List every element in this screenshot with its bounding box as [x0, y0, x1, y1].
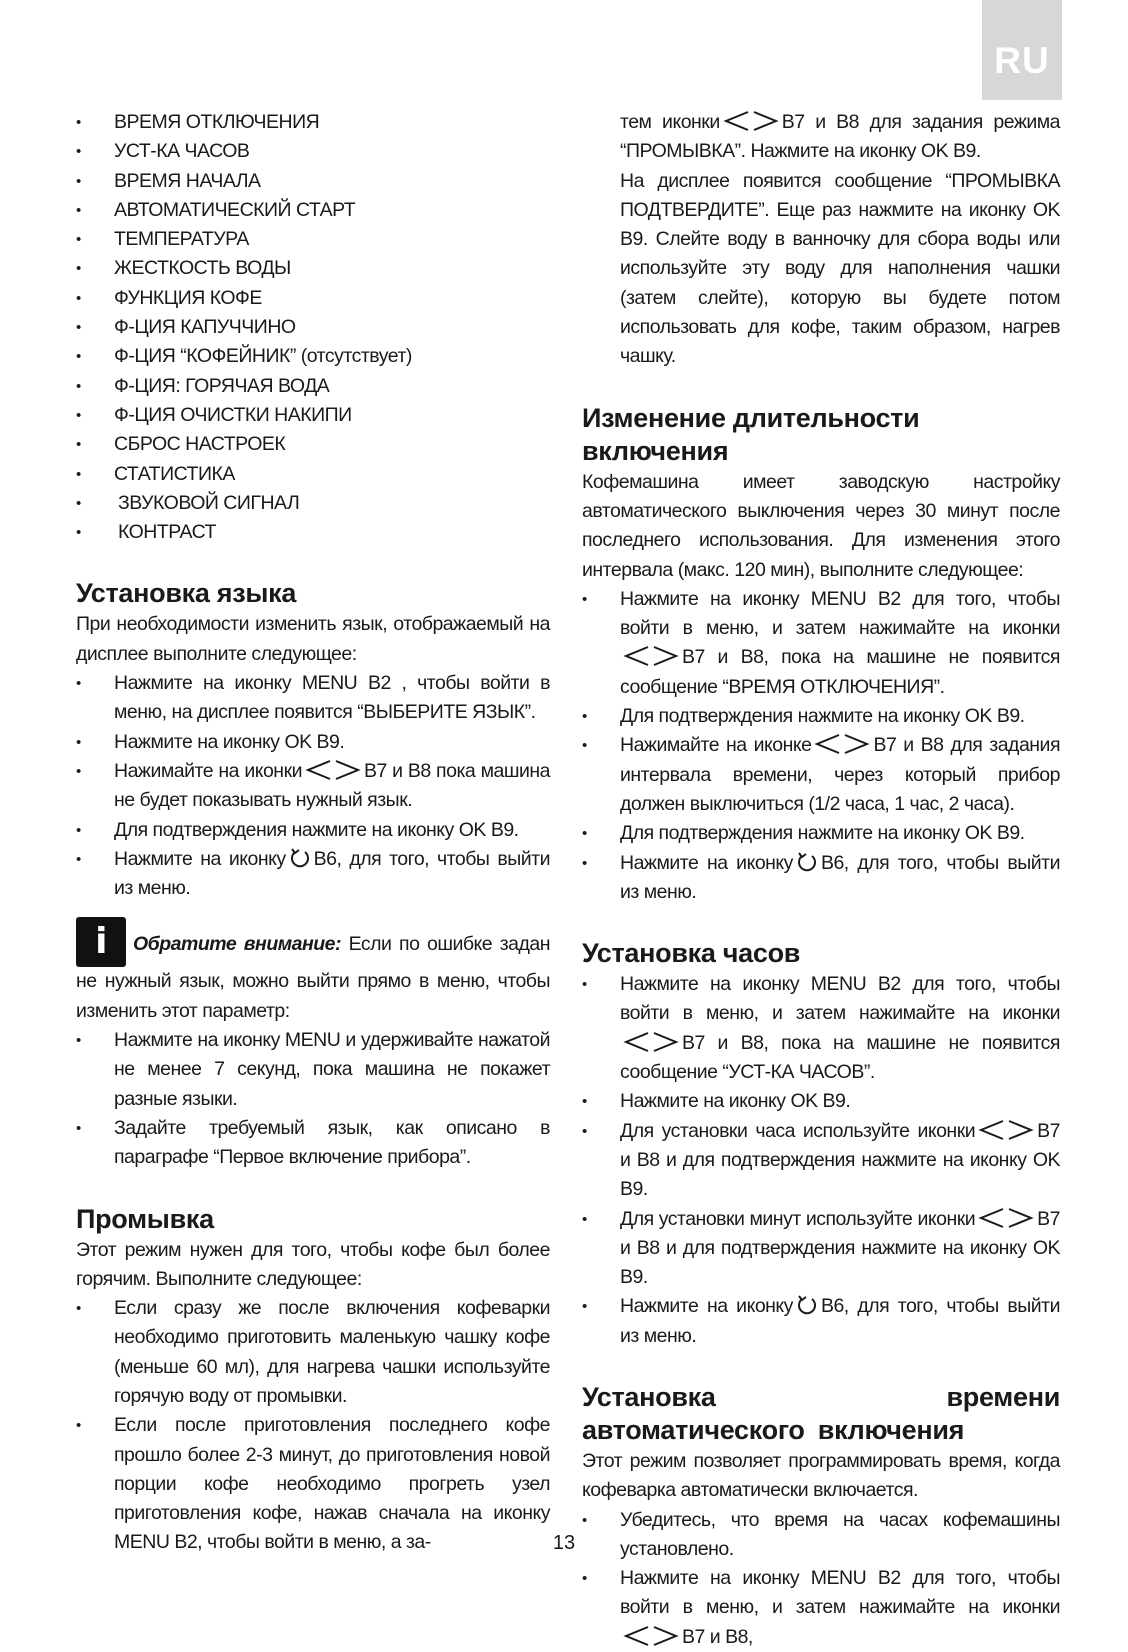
list-item: • УСТ-КА ЧАСОВ [76, 137, 550, 166]
list-item: • ЖЕСТКОСТЬ ВОДЫ [76, 254, 550, 283]
auto-on-heading: Установка времени автоматического включения [582, 1381, 1060, 1445]
step-text: B7 и B8 и для подтверждения нажмите на иконку OK B9. [620, 1207, 1060, 1289]
step-text: тем иконки [620, 111, 720, 133]
step-text: Для установки минут используйте иконки [620, 1207, 976, 1230]
list-item: • Задайте требуемый язык, как описано в параграфе “Первое включение прибора”. [76, 1114, 550, 1173]
list-item: • Если сразу же после включения кофеварки необходимо приготовить маленькую чашку кофе (меньше 60 мл), для нагрева чашки используйте горячую воду от промывки. [76, 1294, 550, 1411]
list-item: • Если после приготовления последнего кофе прошло более 2-3 минут, до приготовления новой порции кофе необходимо прогреть узел приготовления кофе, нажав сначала на иконку MENU B2, чтобы войти в меню, а за- [76, 1411, 550, 1557]
step-text: Для установки часа используйте иконки [620, 1119, 976, 1142]
rinse-heading: Промывка [76, 1203, 214, 1234]
list-item: • Ф-ЦИЯ КАПУЧЧИНО [76, 313, 550, 342]
rinse-continuation-2: На дисплее появится сообщение “ПРОМЫВКА ПОДТВЕРДИТЕ”. Еще раз нажмите на иконку OK B9. Слейте воду в ванночку для сбора воды или используйте эту воду для наполнения чашки (затем слейте), которую вы будете потом использовать для кофе, таким образом, нагрев чашку. [620, 169, 1060, 368]
off-time-heading: Изменение длительности включения [582, 402, 920, 466]
list-item: • СБРОС НАСТРОЕК [76, 430, 550, 459]
step-text: Нажмите на иконку [620, 851, 793, 874]
list-item [76, 845, 550, 904]
list-item: • Для подтверждения нажмите на иконку OK B9. [582, 702, 1060, 731]
list-item: • Ф-ЦИЯ ОЧИСТКИ НАКИПИ [76, 401, 550, 430]
return-arrow-icon [796, 851, 818, 873]
step-text: B6, для того, чтобы выйти из меню. [620, 1295, 1060, 1347]
language-heading: Установка языка [76, 578, 297, 609]
list-item [76, 757, 550, 816]
return-arrow-icon [289, 847, 311, 869]
left-right-arrows-icon [623, 645, 679, 667]
left-column [76, 108, 550, 1558]
step-text: Нажмите на иконку [114, 847, 286, 870]
list-item: • Для подтверждения нажмите на иконку OK B9. [582, 819, 1060, 848]
step-text: Нажмите на иконку MENU B2 для того, чтобы войти в меню, и затем нажимайте на иконки [620, 587, 1060, 640]
list-item: • АВТОМАТИЧЕСКИЙ СТАРТ [76, 196, 550, 225]
step-text: B6, для того, чтобы выйти из меню. [620, 851, 1060, 903]
off-time-intro: Кофемашина имеет заводскую настройку автоматического выключения через 30 минут после последнего использования. Для изменения этого интервала (макс. 120 мин), выполните следующее: [582, 470, 1060, 581]
language-tab [982, 0, 1062, 100]
list-item [582, 1205, 1060, 1293]
note-text: Если по ошибке задан не нужный язык, можно выйти прямо в меню, чтобы изменить этот параметр: [76, 933, 551, 1022]
menu-items-list [76, 108, 550, 547]
step-text: B7 и B8 и для подтверждения нажмите на иконку OK B9. [620, 1119, 1060, 1201]
language-note [76, 917, 550, 1026]
clock-steps [582, 970, 1060, 1351]
list-item: • Ф-ЦИЯ “КОФЕЙНИК” (отсутствует) [76, 342, 550, 371]
language-intro: При необходимости изменить язык, отображаемый на дисплее выполните следующее: [76, 613, 550, 665]
list-item: • ФУНКЦИЯ КОФЕ [76, 284, 550, 313]
step-text: B7 и B8 пока машина не будет показывать нужный язык. [114, 759, 550, 812]
auto-on-steps [582, 1506, 1060, 1652]
list-item: • Нажмите на иконку OK B9. [582, 1087, 1060, 1116]
list-item: • Нажмите на иконку MENU и удерживайте нажатой не менее 7 секунд, пока машина не покажет разные языки. [76, 1026, 550, 1114]
list-item [582, 1117, 1060, 1205]
list-item [582, 585, 1060, 702]
rinse-steps [76, 1294, 550, 1558]
list-item: • ТЕМПЕРАТУРА [76, 225, 550, 254]
list-item [582, 731, 1060, 819]
step-text: Нажимайте на иконке [620, 734, 812, 757]
left-right-arrows-icon [305, 759, 361, 781]
step-text: Нажмите на иконку [620, 1295, 793, 1318]
step-text: B7 и B8, [682, 1625, 753, 1648]
step-text: B7 и B8, пока на машине не появится сообщение “ВРЕМЯ ОТКЛЮЧЕНИЯ”. [620, 646, 1060, 698]
list-item: • ЗВУКОВОЙ СИГНАЛ [76, 489, 550, 518]
right-column [582, 108, 1060, 1652]
list-item: • Для подтверждения нажмите на иконку OK B9. [76, 816, 550, 845]
rinse-continuation [582, 108, 1060, 167]
left-right-arrows-icon [623, 1031, 679, 1053]
rinse-intro: Этот режим нужен для того, чтобы кофе был более горячим. Выполните следующее: [76, 1238, 550, 1290]
language-note-steps [76, 1026, 550, 1172]
left-right-arrows-icon [978, 1119, 1034, 1141]
step-text: B6, для того, чтобы выйти из меню. [114, 847, 550, 900]
list-item: • КОНТРАСТ [76, 518, 550, 547]
left-right-arrows-icon [978, 1207, 1034, 1229]
list-item [582, 970, 1060, 1087]
step-text: Нажимайте на иконки [114, 759, 302, 782]
off-time-steps [582, 585, 1060, 907]
list-item: • ВРЕМЯ ОТКЛЮЧЕНИЯ [76, 108, 550, 137]
step-text: B7 и B8, пока на машине не появится сообщение “УСТ-КА ЧАСОВ”. [620, 1031, 1060, 1084]
list-item [582, 849, 1060, 908]
list-item [582, 1564, 1060, 1652]
step-text: B7 и B8 для задания интервала времени, через который прибор должен выключиться (1/2 часа, 1 час, 2 часа). [620, 734, 1061, 815]
auto-on-intro: Этот режим позволяет программировать время, когда кофеварка автоматически включается. [582, 1449, 1060, 1502]
list-item: • Убедитесь, что время на часах кофемашины установлено. [582, 1506, 1060, 1565]
note-label: Обратите внимание: [133, 933, 342, 956]
list-item: • ВРЕМЯ НАЧАЛА [76, 167, 550, 196]
left-right-arrows-icon [723, 110, 779, 132]
list-item: • Нажмите на иконку OK B9. [76, 728, 550, 757]
left-right-arrows-icon [623, 1625, 679, 1647]
list-item [582, 1292, 1060, 1351]
list-item: • Ф-ЦИЯ: ГОРЯЧАЯ ВОДА [76, 372, 550, 401]
step-text: B7 и B8 для задания режима “ПРОМЫВКА”. Нажмите на иконку OK B9. [620, 111, 1061, 163]
left-right-arrows-icon [814, 733, 870, 755]
step-text: Нажмите на иконку MENU B2 для того, чтобы войти в меню, и затем нажимайте на иконки [620, 973, 1060, 1025]
step-text: Нажмите на иконку MENU B2 для того, чтобы войти в меню, и затем нажимайте на иконки [620, 1567, 1060, 1619]
list-item: • СТАТИСТИКА [76, 460, 550, 489]
language-steps [76, 669, 550, 903]
page-number: 13 [552, 1532, 576, 1554]
language-tab-label: RU [994, 40, 1050, 81]
return-arrow-icon [796, 1294, 818, 1316]
clock-heading: Установка часов [582, 938, 801, 969]
list-item: • Нажмите на иконку MENU B2 , чтобы войти в меню, на дисплее появится “ВЫБЕРИТЕ ЯЗЫК”. [76, 669, 550, 728]
info-icon: i [76, 917, 126, 967]
